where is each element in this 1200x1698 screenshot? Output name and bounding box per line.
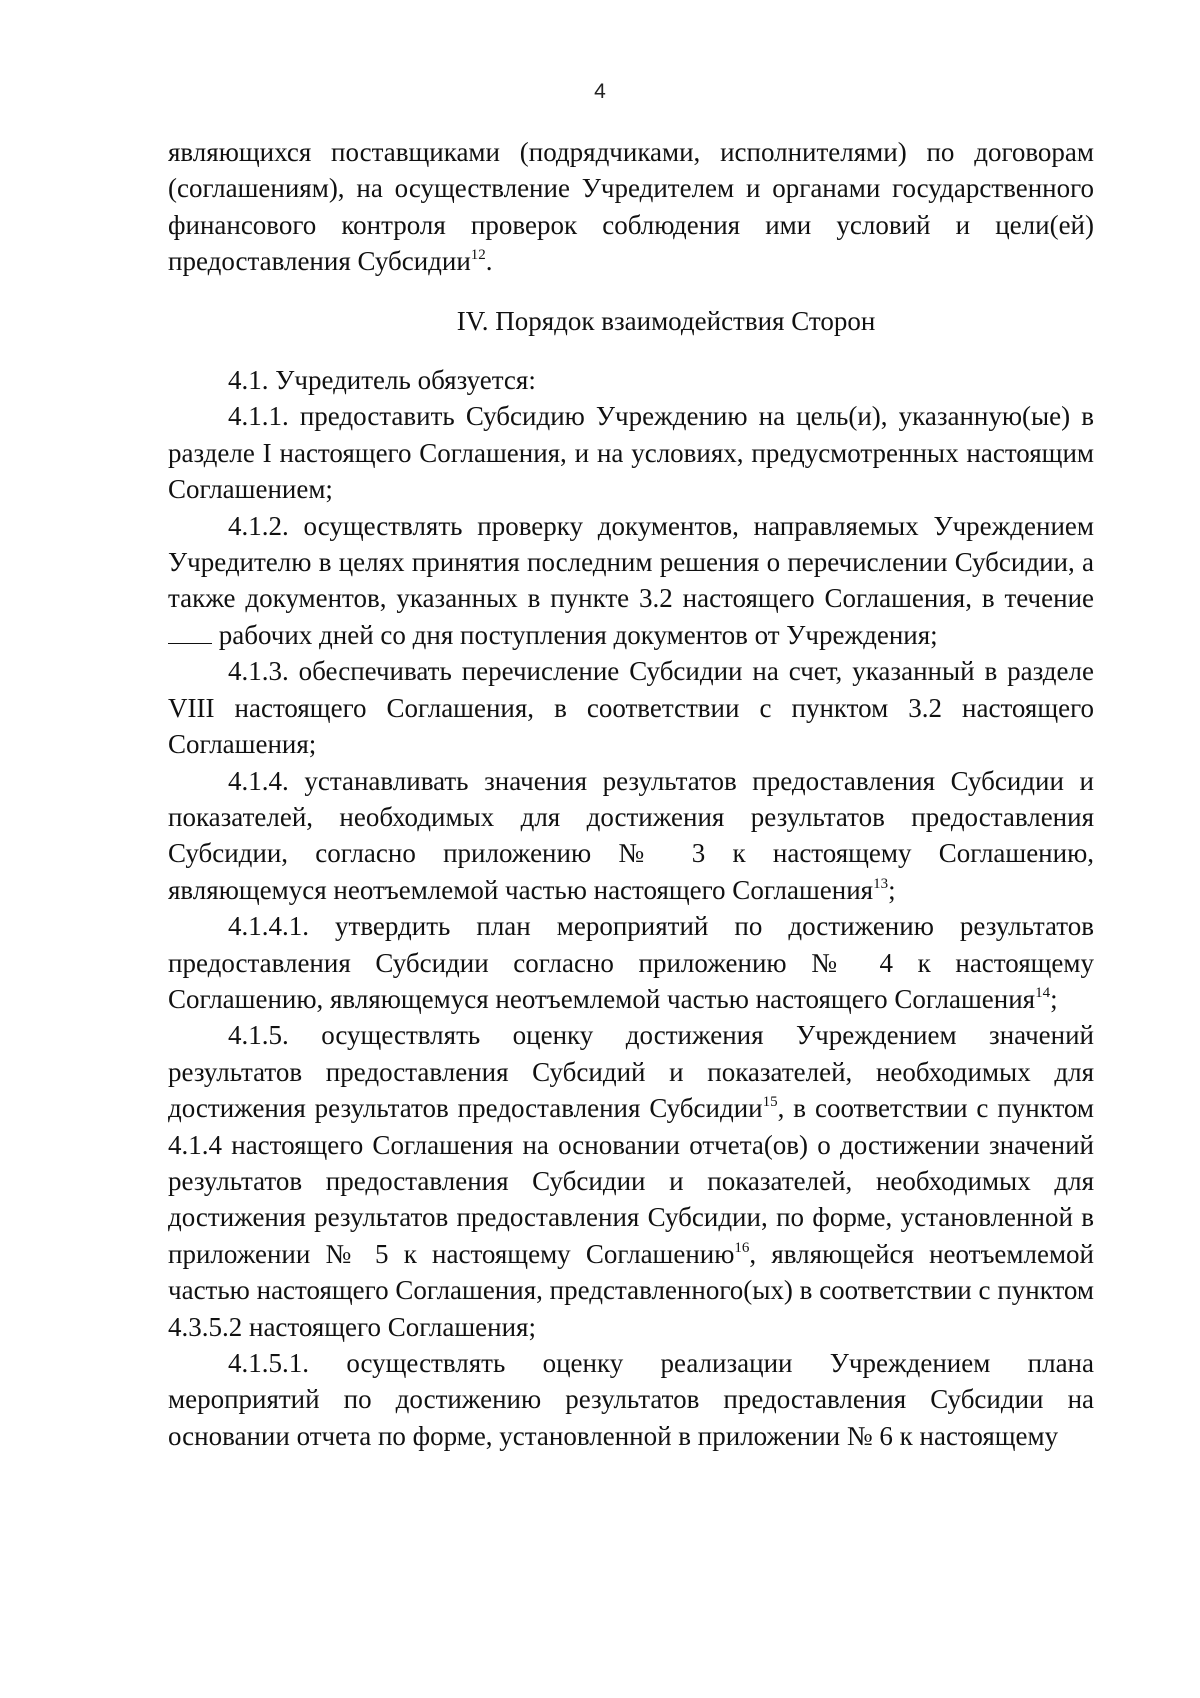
footnote-marker: 13 <box>873 875 889 892</box>
clause-punctuation: ; <box>888 874 896 905</box>
clause-punctuation: ; <box>1050 983 1058 1014</box>
clause-4-1-5 <box>168 1017 1094 1345</box>
blank-field <box>168 623 212 644</box>
clause-4-1-4 <box>168 763 1094 909</box>
clause-4-1-5-1: 4.1.5.1. осуществлять оценку реализации Учреждением плана мероприятий по достижению результатов предоставления Субсидии на основании отчета по форме, установленной в приложении № 6 к настоящему <box>168 1348 1094 1451</box>
paragraph-continuation <box>168 134 1094 280</box>
footnote-marker: 16 <box>734 1239 750 1256</box>
clause-text-part1: 4.1.5. осуществлять оценку достижения Учреждением значений результатов предоставления Субсидий и показателей, необходимых для достижения результатов предоставления Субсидии <box>168 1020 1094 1124</box>
clause-text-before-blank: 4.1.2. осуществлять проверку документов, направляемых Учреждением Учредителю в целях принятия последним решения о перечислении Субсидии, а также документов, указанных в пункте 3.2 настоящего Соглашения, в течение <box>168 510 1094 614</box>
footnote-marker: 14 <box>1035 984 1051 1001</box>
clause-text: 4.1.4. устанавливать значения результатов предоставления Субсидии и показателей, необходимых для достижения результатов предоставления Субсидии, согласно приложению № 3 к настоящему Соглашению, являющемуся неотъемлемой частью настоящего Соглашения <box>168 765 1094 905</box>
page-number: 4 <box>594 80 606 103</box>
footnote-marker: 15 <box>762 1094 778 1111</box>
clause-4-1-4-1 <box>168 908 1094 1017</box>
clause-4-1: 4.1. Учредитель обязуется: <box>228 365 536 396</box>
clause-text: 4.1.4.1. утвердить план мероприятий по достижению результатов предоставления Субсидии согласно приложению № 4 к настоящему Соглашению, являющемуся неотъемлемой частью настоящего Соглашения <box>168 911 1094 1014</box>
clause-text-after-blank: рабочих дней со дня поступления документов от Учреждения; <box>218 619 938 650</box>
clause-4-1-1: 4.1.1. предоставить Субсидию Учреждению на цель(и), указанную(ые) в разделе I настоящего Соглашения, и на условиях, предусмотренных настоящим Соглашением; <box>168 401 1094 505</box>
document-body <box>168 134 1094 1454</box>
section-heading: IV. Порядок взаимодействия Сторон <box>456 305 876 336</box>
footnote-marker: 12 <box>470 247 486 264</box>
clause-4-1-3: 4.1.3. обеспечивать перечисление Субсидии на счет, указанный в разделе VIII настоящего Соглашения, в соответствии с пунктом 3.2 настоящего Соглашения; <box>168 656 1094 760</box>
paragraph-punctuation: . <box>485 246 493 277</box>
paragraph-text: являющихся поставщиками (подрядчиками, исполнителями) по договорам (соглашениям), на осуществление Учредителем и органами государственного финансового контроля проверок соблюдения ими условий и цели(ей) предоставления Субсидии <box>168 137 1094 277</box>
clause-4-1-2 <box>168 508 1094 654</box>
clause-text-part2: , в соответствии с пунктом 4.1.4 настоящего Соглашения на основании отчета(ов) о достижении значений результатов предоставления Субсидии и показателей, необходимых для достижения результатов предоставления Субсидии, по форме, установленной в приложении № 5 к настоящему Соглашению <box>168 1093 1095 1269</box>
clause-text-part3: , являющейся неотъемлемой частью настоящего Соглашения, представленного(ых) в соответствии с пунктом 4.3.5.2 настоящего Соглашения; <box>168 1238 1094 1342</box>
